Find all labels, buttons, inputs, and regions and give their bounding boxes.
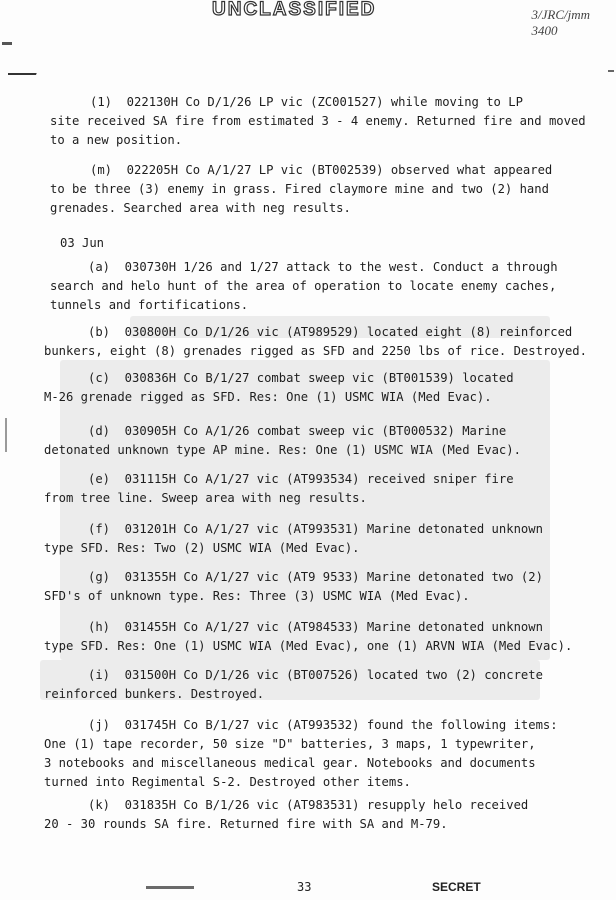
reference-code <box>532 7 591 39</box>
text-line: to be three (3) enemy in grass. Fired claymore mine and two (2) hand <box>50 182 549 196</box>
text-line: One (1) tape recorder, 50 size "D" batteries, 3 maps, 1 typewriter, <box>44 737 536 751</box>
text-line: (i) 031500H Co D/1/26 vic (BT007526) located two (2) concrete <box>88 668 543 682</box>
text-line: to a new position. <box>50 133 183 147</box>
text-line: 20 - 30 rounds SA fire. Returned fire with SA and M-79. <box>44 817 448 831</box>
text-line: from tree line. Sweep area with neg results. <box>44 491 367 505</box>
text-line: grenades. Searched area with neg results. <box>50 201 351 215</box>
page-number: 33 <box>297 880 312 894</box>
text-line: (b) 030800H Co D/1/26 vic (AT989529) located eight (8) reinforced <box>88 325 573 339</box>
text-line: (h) 031455H Co A/1/27 vic (AT984533) Marine detonated unknown <box>88 620 543 634</box>
classification-stamp: UNCLASSIFIED <box>212 0 377 20</box>
text-line: type SFD. Res: Two (2) USMC WIA (Med Evac). <box>44 541 360 555</box>
text-line: (c) 030836H Co B/1/27 combat sweep vic (BT001539) located <box>88 371 514 385</box>
footer-classification-stamp: SECRET <box>432 880 481 894</box>
text-line: (g) 031355H Co A/1/27 vic (AT9 9533) Marine detonated two (2) <box>88 570 543 584</box>
text-line: site received SA fire from estimated 3 - 4 enemy. Returned fire and moved <box>50 114 586 128</box>
text-line: (k) 031835H Co B/1/26 vic (AT983531) resupply helo received <box>88 798 529 812</box>
text-line: bunkers, eight (8) grenades rigged as SFD and 2250 lbs of rice. Destroyed. <box>44 344 587 358</box>
text-line: M-26 grenade rigged as SFD. Res: One (1) USMC WIA (Med Evac). <box>44 390 492 404</box>
text-line: turned into Regimental S-2. Destroyed other items. <box>44 775 411 789</box>
text-line: 3 notebooks and miscellaneous medical gear. Notebooks and documents <box>44 756 536 770</box>
scan-mark <box>608 70 614 72</box>
text-line: SFD's of unknown type. Res: Three (3) USMC WIA (Med Evac). <box>44 589 470 603</box>
text-line: (e) 031115H Co A/1/27 vic (AT993534) received sniper fire <box>88 472 514 486</box>
text-line: (1) 022130H Co D/1/26 LP vic (ZC001527) while moving to LP <box>90 95 523 109</box>
date-heading: 03 Jun <box>60 236 105 250</box>
text-line: detonated unknown type AP mine. Res: One (1) USMC WIA (Med Evac). <box>44 443 521 457</box>
scan-noise <box>60 360 550 660</box>
text-line: (j) 031745H Co B/1/27 vic (AT993532) found the following items: <box>88 718 558 732</box>
redacted-mark: ~~~~~ <box>8 67 37 80</box>
text-line: (m) 022205H Co A/1/27 LP vic (BT002539) observed what appeared <box>90 163 553 177</box>
text-line: type SFD. Res: One (1) USMC WIA (Med Evac), one (1) ARVN WIA (Med Evac). <box>44 639 573 653</box>
scan-mark <box>2 42 12 45</box>
footer-mark <box>146 886 194 889</box>
margin-mark <box>5 418 7 452</box>
text-line: tunnels and fortifications. <box>50 298 249 312</box>
text-line: reinforced bunkers. Destroyed. <box>44 687 265 701</box>
text-line: (a) 030730H 1/26 and 1/27 attack to the west. Conduct a through <box>88 260 558 274</box>
text-line: search and helo hunt of the area of operation to locate enemy caches, <box>50 279 557 293</box>
reference-line-2: 3400 <box>531 23 558 38</box>
text-line: (f) 031201H Co A/1/27 vic (AT993531) Marine detonated unknown <box>88 522 543 536</box>
reference-line-1: 3/JRC/jmm <box>531 7 590 22</box>
text-line: (d) 030905H Co A/1/26 combat sweep vic (BT000532) Marine <box>88 424 507 438</box>
